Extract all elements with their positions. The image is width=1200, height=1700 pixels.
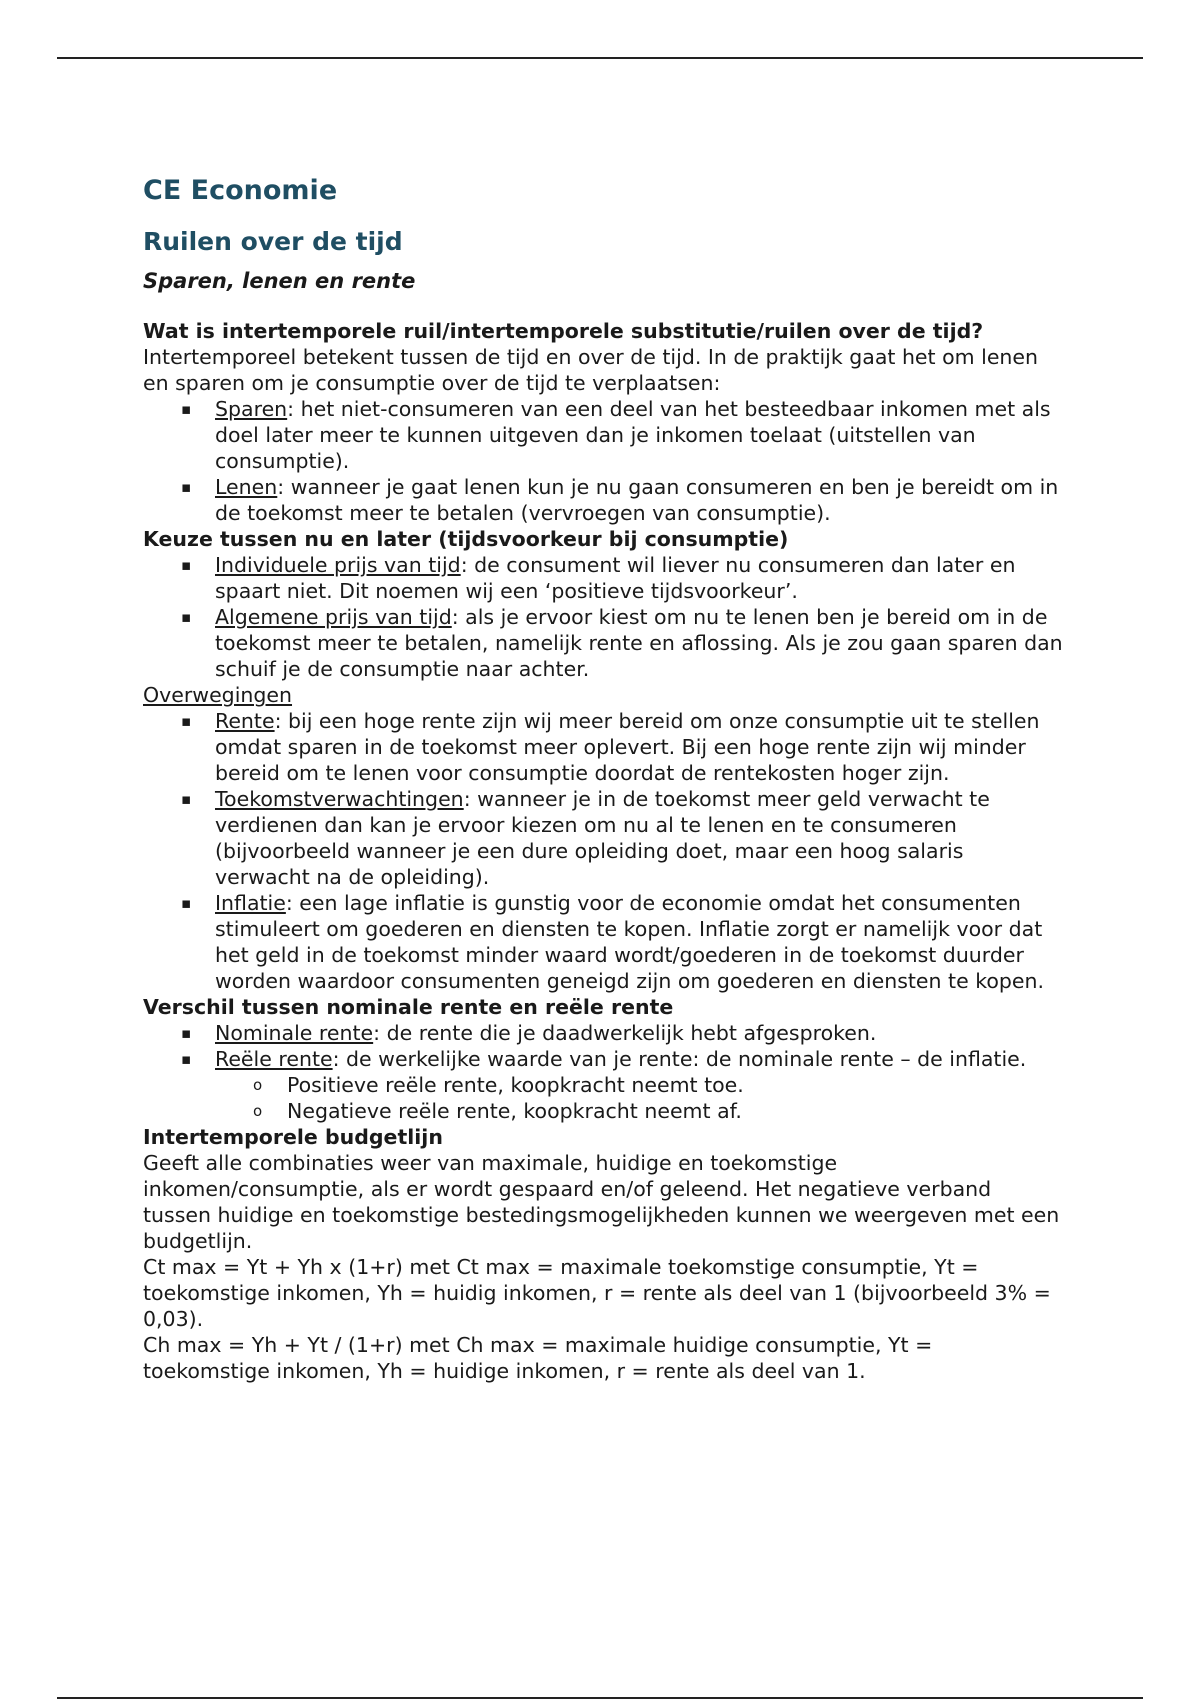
- term: Nominale rente: [215, 1021, 374, 1045]
- bullet-list: [143, 1020, 1063, 1124]
- document-body: [143, 174, 1063, 1384]
- definition: : wanneer je gaat lenen kun je nu gaan consumeren en ben je bereidt om in de toekomst meer te betalen (vervroegen van consumptie).: [215, 475, 1059, 525]
- list-item: [215, 786, 1063, 890]
- term: Lenen: [215, 475, 278, 499]
- list-item: [215, 1020, 1063, 1046]
- list-item: [215, 474, 1063, 526]
- definition: : de rente die je daadwerkelijk hebt afgesproken.: [373, 1021, 877, 1045]
- section-heading: Overwegingen: [143, 683, 293, 707]
- term: Reële rente: [215, 1047, 333, 1071]
- term: Inflatie: [215, 891, 286, 915]
- list-item: [215, 708, 1063, 786]
- list-item: [215, 604, 1063, 682]
- bullet-list: [143, 552, 1063, 682]
- footer-rule: [57, 1697, 1143, 1699]
- term: Sparen: [215, 397, 288, 421]
- list-item: [215, 1046, 1063, 1124]
- definition: : de consument wil liever nu consumeren dan later en spaart niet. Dit noemen wij een ‘positieve tijdsvoorkeur’.: [215, 553, 1016, 603]
- term: Toekomstverwachtingen: [215, 787, 464, 811]
- list-item: [215, 552, 1063, 604]
- formula-paragraph: Ct max = Yt + Yh x (1+r) met Ct max = maximale toekomstige consumptie, Yt = toekomstige inkomen, Yh = huidig inkomen, r = rente als deel van 1 (bijvoorbeeld 3% = 0,03).: [143, 1255, 1051, 1331]
- document-title: CE Economie: [143, 175, 338, 206]
- section-heading: Intertemporele budgetlijn: [143, 1125, 443, 1149]
- section-question: Wat is intertemporele ruil/intertemporele substitutie/ruilen over de tijd?: [143, 319, 984, 343]
- list-item: [215, 396, 1063, 474]
- definition: : bij een hoge rente zijn wij meer bereid om onze consumptie uit te stellen omdat sparen in de toekomst meer oplevert. Bij een hoge rente zijn wij minder bereid om te lenen voor consumptie doordat de rentekosten hoger zijn.: [215, 709, 1040, 785]
- section-intro: Intertemporeel betekent tussen de tijd en over de tijd. In de praktijk gaat het om lenen en sparen om je consumptie over de tijd te verplaatsen:: [143, 345, 1039, 395]
- term: Rente: [215, 709, 275, 733]
- bullet-list: [143, 708, 1063, 994]
- formula-paragraph: Ch max = Yh + Yt / (1+r) met Ch max = maximale huidige consumptie, Yt = toekomstige inkomen, Yh = huidige inkomen, r = rente als deel van 1.: [143, 1333, 933, 1383]
- chapter-heading: Ruilen over de tijd: [143, 227, 403, 256]
- bullet-list: [143, 396, 1063, 526]
- definition: : het niet-consumeren van een deel van het besteedbaar inkomen met als doel later meer te kunnen uitgeven dan je inkomen toelaat (uitstellen van consumptie).: [215, 397, 1051, 473]
- paragraph: Geeft alle combinaties weer van maximale, huidige en toekomstige inkomen/consumptie, als er wordt gespaard en/of geleend. Het negatieve verband tussen huidige en toekomstige bestedingsmogelijkheden kunnen we weergeven met een budgetlijn.: [143, 1151, 1060, 1253]
- list-item: [215, 890, 1063, 994]
- definition: : de werkelijke waarde van je rente: de nominale rente – de inflatie.: [332, 1047, 1027, 1071]
- header-rule: [57, 57, 1143, 59]
- definition: : als je ervoor kiest om nu te lenen ben je bereid om in de toekomst meer te betalen, namelijk rente en aflossing. Als je zou gaan sparen dan schuif je de consumptie naar achter.: [215, 605, 1063, 681]
- term: Algemene prijs van tijd: [215, 605, 452, 629]
- subtitle: Sparen, lenen en rente: [143, 269, 416, 293]
- term: Individuele prijs van tijd: [215, 553, 461, 577]
- section-heading: Verschil tussen nominale rente en reële rente: [143, 995, 674, 1019]
- sub-list: [215, 1072, 1063, 1124]
- sub-list-item: o Negatieve reële rente, koopkracht neemt af.: [287, 1098, 1063, 1124]
- definition: : wanneer je in de toekomst meer geld verwacht te verdienen dan kan je ervoor kiezen om nu al te lenen en te consumeren (bijvoorbeeld wanneer je een dure opleiding doet, maar een hoog salaris verwacht na de opleiding).: [215, 787, 990, 889]
- section-heading: Keuze tussen nu en later (tijdsvoorkeur bij consumptie): [143, 527, 789, 551]
- sub-list-item: o Positieve reële rente, koopkracht neemt toe.: [287, 1072, 1063, 1098]
- definition: : een lage inflatie is gunstig voor de economie omdat het consumenten stimuleert om goederen en diensten te kopen. Inflatie zorgt er namelijk voor dat het geld in de toekomst minder waard wordt/goederen in de toekomst duurder worden waardoor consumenten geneigd zijn om goederen en diensten te kopen.: [215, 891, 1045, 993]
